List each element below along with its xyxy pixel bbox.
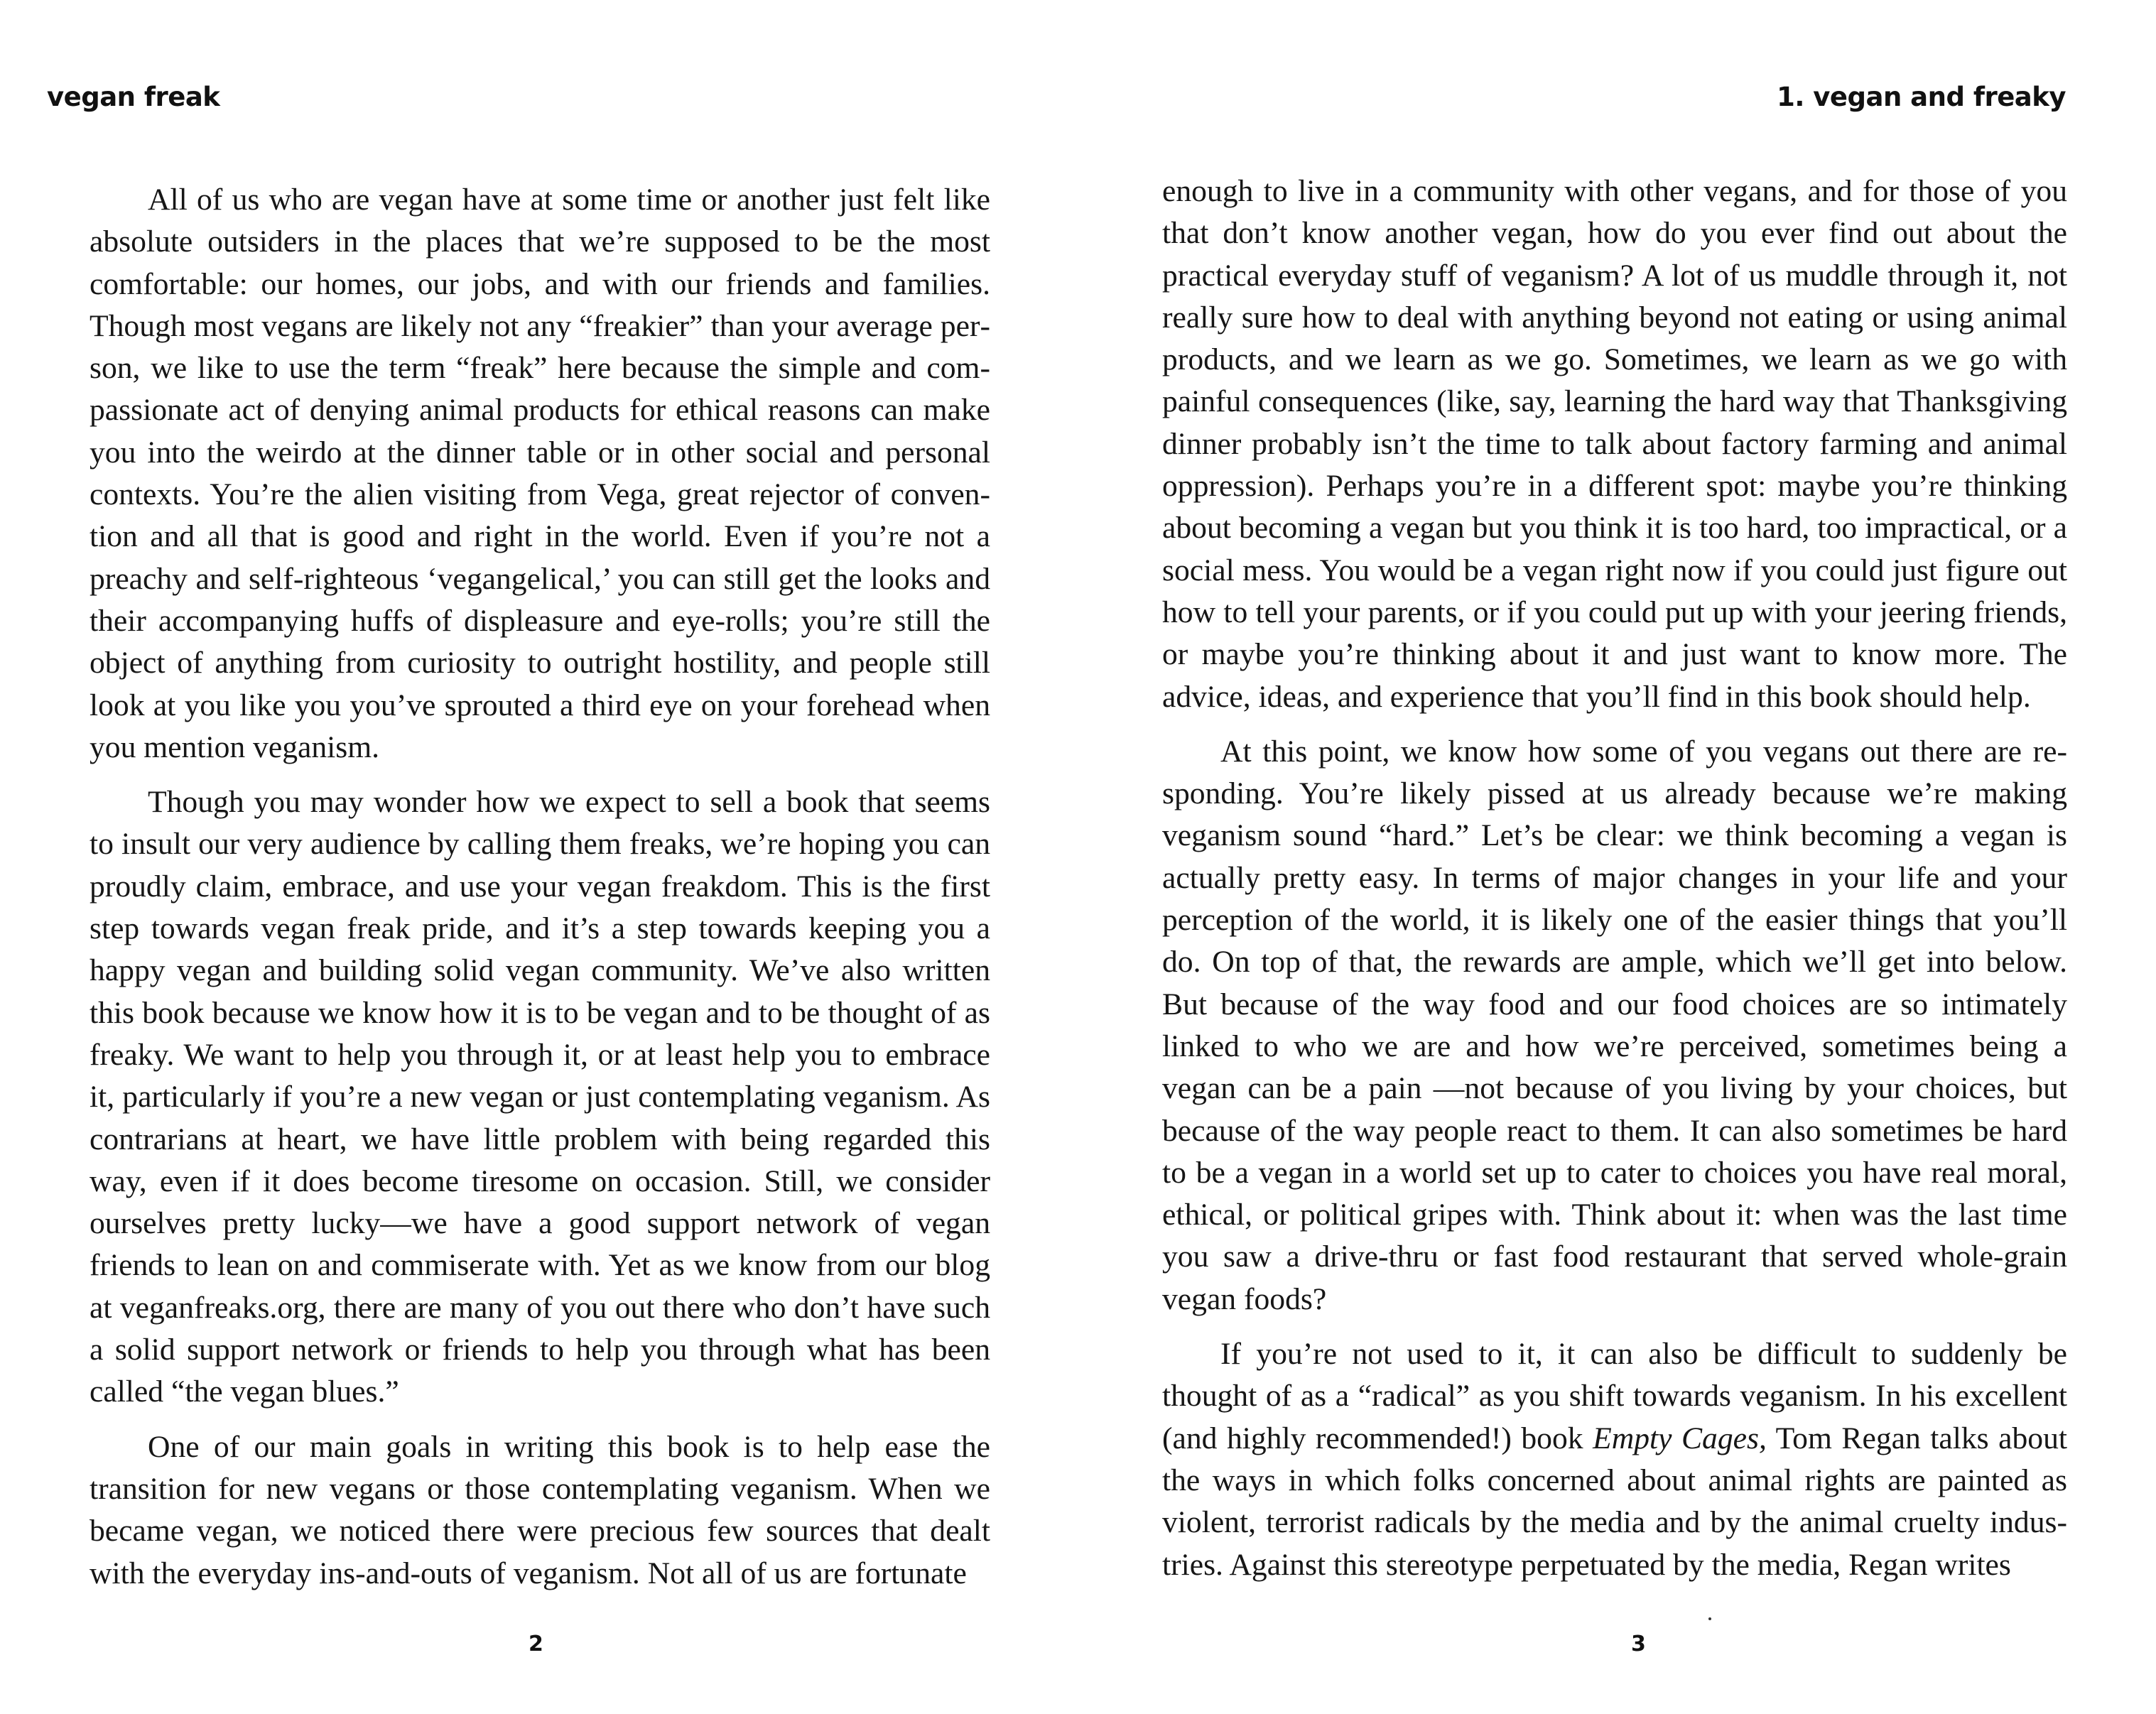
scan-speck [1708, 1617, 1711, 1620]
paragraph-continued: enough to live in a community with other vegans, and for those of you that don’t know another vegan, how do you ever find out about the practical everyday stuff of veganism? A lot of us muddle through it, not really sure how to deal with anything beyond not eating or using animal products, and we learn as we go. Sometimes, we learn as we go with painful consequences (like, say, learning the hard way that Thanksgiving dinner probably isn’t the time to talk about factory farming and animal oppression). Perhaps you’re in a different spot: maybe you’re thinking about becoming a vegan but you think it is too hard, too impractical, or a social mess. You would be a vegan right now if you could just figure out how to tell your parents, or if you could put up with your jeering friends, or maybe you’re thinking about it and just want to know more. The advice, ideas, and experience that you’ll find in this book should help. [1162, 174, 2067, 714]
paragraph: All of us who are vegan have at some time or another just felt like absolute outsiders in the places that we’re supposed to be the most comfortable: our homes, our jobs, and with our friends and families. Though most vegans are likely not any “freakier” than your average person, we like to use the term “freak” here because the simple and compassionate act of denying animal products for ethical reasons can make you into the weirdo at the dinner table or in other social and personal contexts. You’re the alien visiting from Vega, great rejector of convention and all that is good and right in the world. Even if you’re not a preachy and self-righteous ‘vegangelical,’ you can still get the looks and their accompanying huffs of displeasure and eye-rolls; you’re still the object of anything from curiosity to outright hostility, and people still look at you like you you’ve sprouted a third eye on your forehead when you mention veganism. [90, 183, 990, 764]
running-head-chapter-title: 1. vegan and freaky [1777, 82, 2066, 112]
book-title-italic: Empty Cages, [1593, 1421, 1767, 1455]
paragraph [1162, 1333, 2067, 1586]
paragraph: One of our main goals in writing this book is to help ease the transition for new vegans or those contemplating veganism. When we became vegan, we noticed there were precious few sources that dealt with the everyday ins-and-outs of veganism. Not all of us are fortunate [90, 1429, 990, 1590]
paragraph: Though you may wonder how we expect to sell a book that seems to insult our very audience by calling them freaks, we’re hoping you can proudly claim, embrace, and use your vegan freakdom. This is the first step towards vegan freak pride, and it’s a step towards keeping you a happy vegan and building solid vegan community. We’ve also written this book because we know how it is to be vegan and to be thought of as freaky. We want to help you through it, or at least help you to embrace it, particularly if you’re a new vegan or just contemplating veganism. As contrarians at heart, we have little problem with being regarded this way, even if it does become tiresome on occasion. Still, we consider ourselves pretty lucky—we have a good support network of vegan friends to lean on and commiserate with. Yet as we know from our blog at veganfreaks.org, there are many of you out there who don’t have such a solid support network or friends to help you through what has been called “the vegan blues.” [90, 785, 990, 1409]
paragraph-text: If you’re not used to it, it can also be difficult to suddenly be thought of as a “radical” as you shift towards veganism. In his excellent (and highly recommended!) book [1162, 1337, 2067, 1455]
left-page-body [90, 179, 990, 1595]
paragraph-text: Tom Regan talks about the ways in which folks concerned about animal rights are painted as violent, terrorist radicals by the media and by the animal cruelty industries. Against this stereotype perpetuated by the media, Regan writes [1162, 1421, 2067, 1582]
page-number: 3 [1631, 1632, 1646, 1656]
right-page [1078, 0, 2156, 1714]
page-number: 2 [529, 1632, 543, 1656]
running-head-book-title: vegan freak [47, 82, 220, 112]
paragraph: At this point, we know how some of you vegans out there are responding. You’re likely pissed at us already because we’re making veganism sound “hard.” Let’s be clear: we think becoming a vegan is actually pretty easy. In terms of major changes in your life and your perception of the world, it is likely one of the easier things that you’ll do. On top of that, the rewards are ample, which we’ll get into below. But because of the way food and our food choices are so intimately linked to who we are and how we’re perceived, sometimes being a vegan can be a pain —not because of you living by your choices, but because of the way people react to them. It can also sometimes be hard to be a vegan in a world set up to cater to choices you have real moral, ethical, or political gripes with. Think about it: when was the last time you saw a drive-thru or fast food restaurant that served whole-grain vegan foods? [1162, 734, 2067, 1316]
right-page-body [1162, 170, 2067, 1586]
